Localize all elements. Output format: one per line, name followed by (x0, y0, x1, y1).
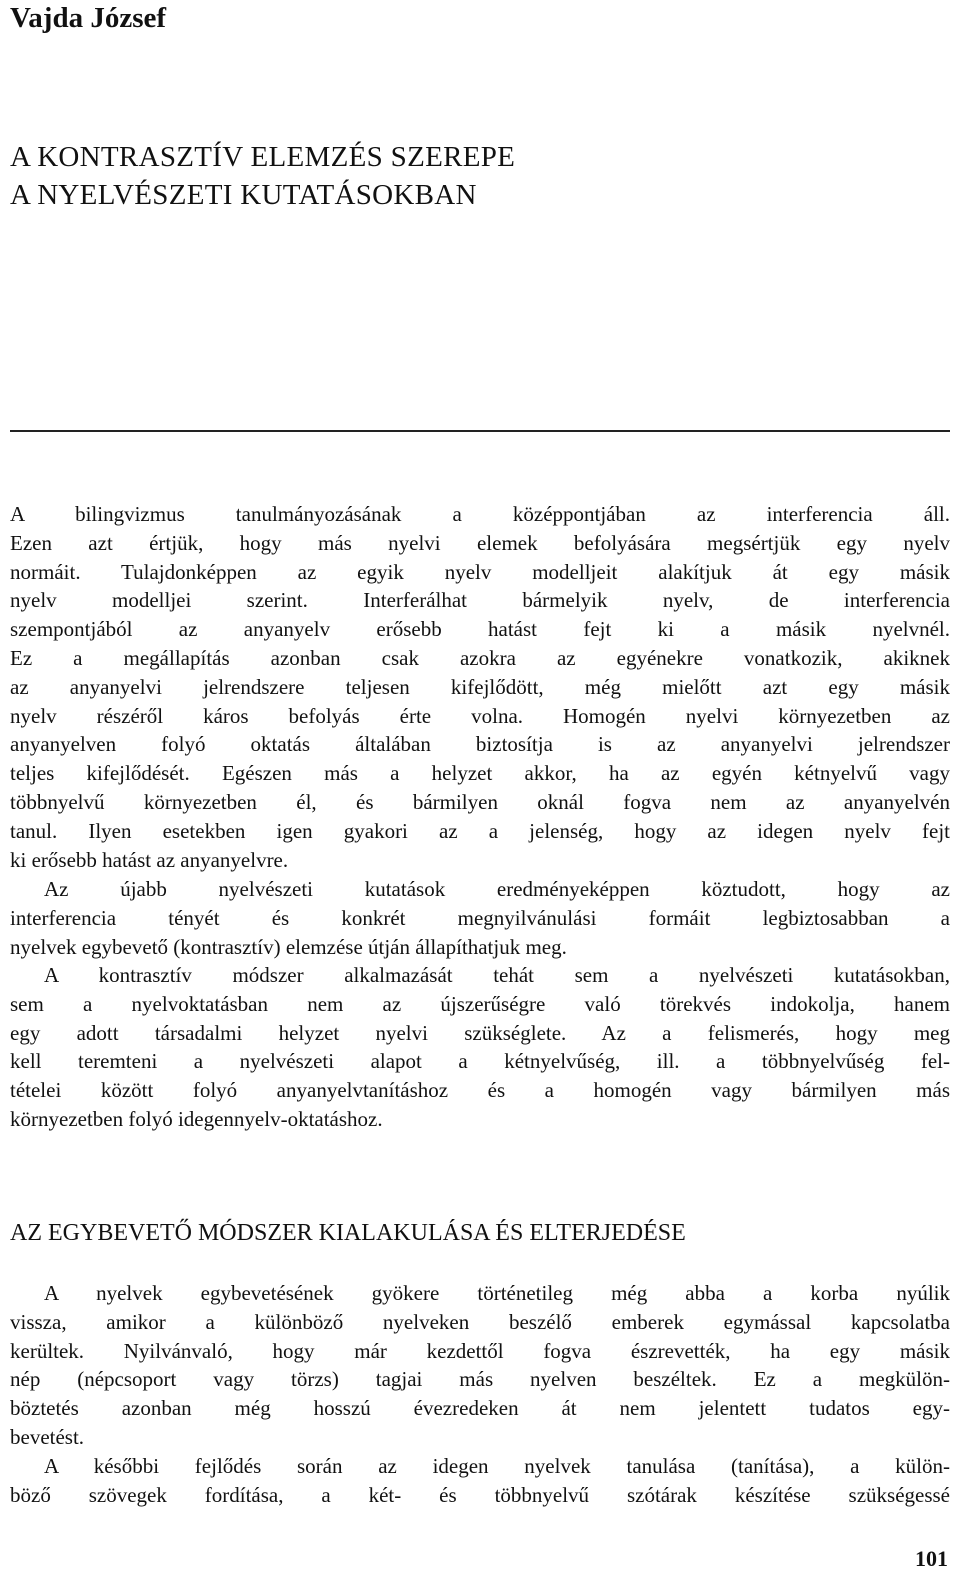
text-line: A nyelvek egybevetésének gyökere történetileg még abba a korba nyúlik (44, 1281, 950, 1305)
text-line: nyelvek egybevető (kontrasztív) elemzése útján állapíthatjuk meg. (10, 934, 567, 959)
text-line: nyelv részéről káros befolyás érte volna. Homogén nyelvi környezetben az (10, 703, 950, 728)
text-line: vissza, amikor a különböző nyelveken beszélő emberek egymással kapcsolatba (10, 1309, 950, 1334)
text-line: kerültek. Nyilvánvaló, hogy már kezdettől fogva észrevették, ha egy másik (10, 1338, 950, 1363)
text-line: teljes kifejlődését. Egészen más a helyzet akkor, ha az egyén kétnyelvű vagy (10, 761, 950, 786)
text-line: interferencia tényét és konkrét megnyilvánulási formáit legbiztosabban a (10, 905, 950, 930)
article-title (10, 138, 515, 214)
text-line: tanul. Ilyen esetekben igen gyakori az a jelenség, hogy az idegen nyelv fejt (10, 818, 950, 843)
text-line: böző szövegek fordítása, a két- és többnyelvű szótárak készítése szükségessé (10, 1482, 950, 1507)
text-line: sem a nyelvoktatásban nem az újszerűségre való törekvés indokolja, hanem (10, 991, 950, 1016)
text-line: bevetést. (10, 1424, 85, 1449)
paragraph-5 (10, 1452, 950, 1510)
title-line: A KONTRASZTÍV ELEMZÉS SZEREPE (10, 141, 516, 173)
horizontal-rule (10, 430, 950, 432)
text-line: egy adott társadalmi helyzet nyelvi szükséglete. Az a felismerés, hogy meg (10, 1020, 950, 1045)
text-line: Az újabb nyelvészeti kutatások eredményeképpen köztudott, hogy az (44, 877, 950, 901)
text-line: nyelv modelljei szerint. Interferálhat bármelyik nyelv, de interferencia (10, 588, 950, 613)
paragraph-4 (10, 1279, 950, 1452)
paragraph-1 (10, 500, 950, 874)
text-line: A kontrasztív módszer alkalmazását tehát sem a nyelvészeti kutatásokban, (44, 963, 950, 987)
text-line: tételei között folyó anyanyelvtanításhoz és a homogén vagy bármilyen más (10, 1078, 950, 1103)
text-line: normáit. Tulajdonképpen az egyik nyelv modelljeit alakítjuk át egy másik (10, 559, 950, 584)
text-line: kell teremteni a nyelvészeti alapot a kétnyelvűség, ill. a többnyelvűség fel- (10, 1049, 950, 1074)
text-line: többnyelvű környezetben él, és bármilyen oknál fogva nem az anyanyelvén (10, 789, 950, 814)
text-line: Ez a megállapítás azonban csak azokra az egyénekre vonatkozik, akiknek (10, 645, 950, 670)
text-line: A bilingvizmus tanulmányozásának a középpontjában az interferencia áll. (10, 502, 950, 526)
text-line: az anyanyelvi jelrendszere teljesen kifejlődött, még mielőtt azt egy másik (10, 674, 950, 699)
page-number: 101 (915, 1546, 948, 1571)
text-line: nép (népcsoport vagy törzs) tagjai más nyelven beszéltek. Ez a megkülön- (10, 1367, 950, 1392)
paragraph-2 (10, 875, 950, 961)
text-line: ki erősebb hatást az anyanyelvre. (10, 847, 289, 872)
section-heading: AZ EGYBEVETŐ MÓDSZER KIALAKULÁSA ÉS ELTERJEDÉSE (10, 1220, 686, 1246)
text-line: Ezen azt értjük, hogy más nyelvi elemek befolyására megsértjük egy nyelv (10, 530, 950, 555)
text-line: böztetés azonban még hosszú évezredeken át nem jelentett tudatos egy- (10, 1396, 950, 1421)
author-name: Vajda József (10, 2, 167, 34)
title-line: A NYELVÉSZETI KUTATÁSOKBAN (10, 179, 477, 211)
text-line: környezetben folyó idegennyelv-oktatáshoz. (10, 1106, 383, 1131)
text-line: A későbbi fejlődés során az idegen nyelvek tanulása (tanítása), a külön- (44, 1454, 950, 1478)
text-line: szempontjából az anyanyelv erősebb hatást fejt ki a másik nyelvnél. (10, 617, 950, 642)
text-line: anyanyelven folyó oktatás általában biztosítja is az anyanyelvi jelrendszer (10, 732, 950, 757)
paragraph-3 (10, 961, 950, 1134)
